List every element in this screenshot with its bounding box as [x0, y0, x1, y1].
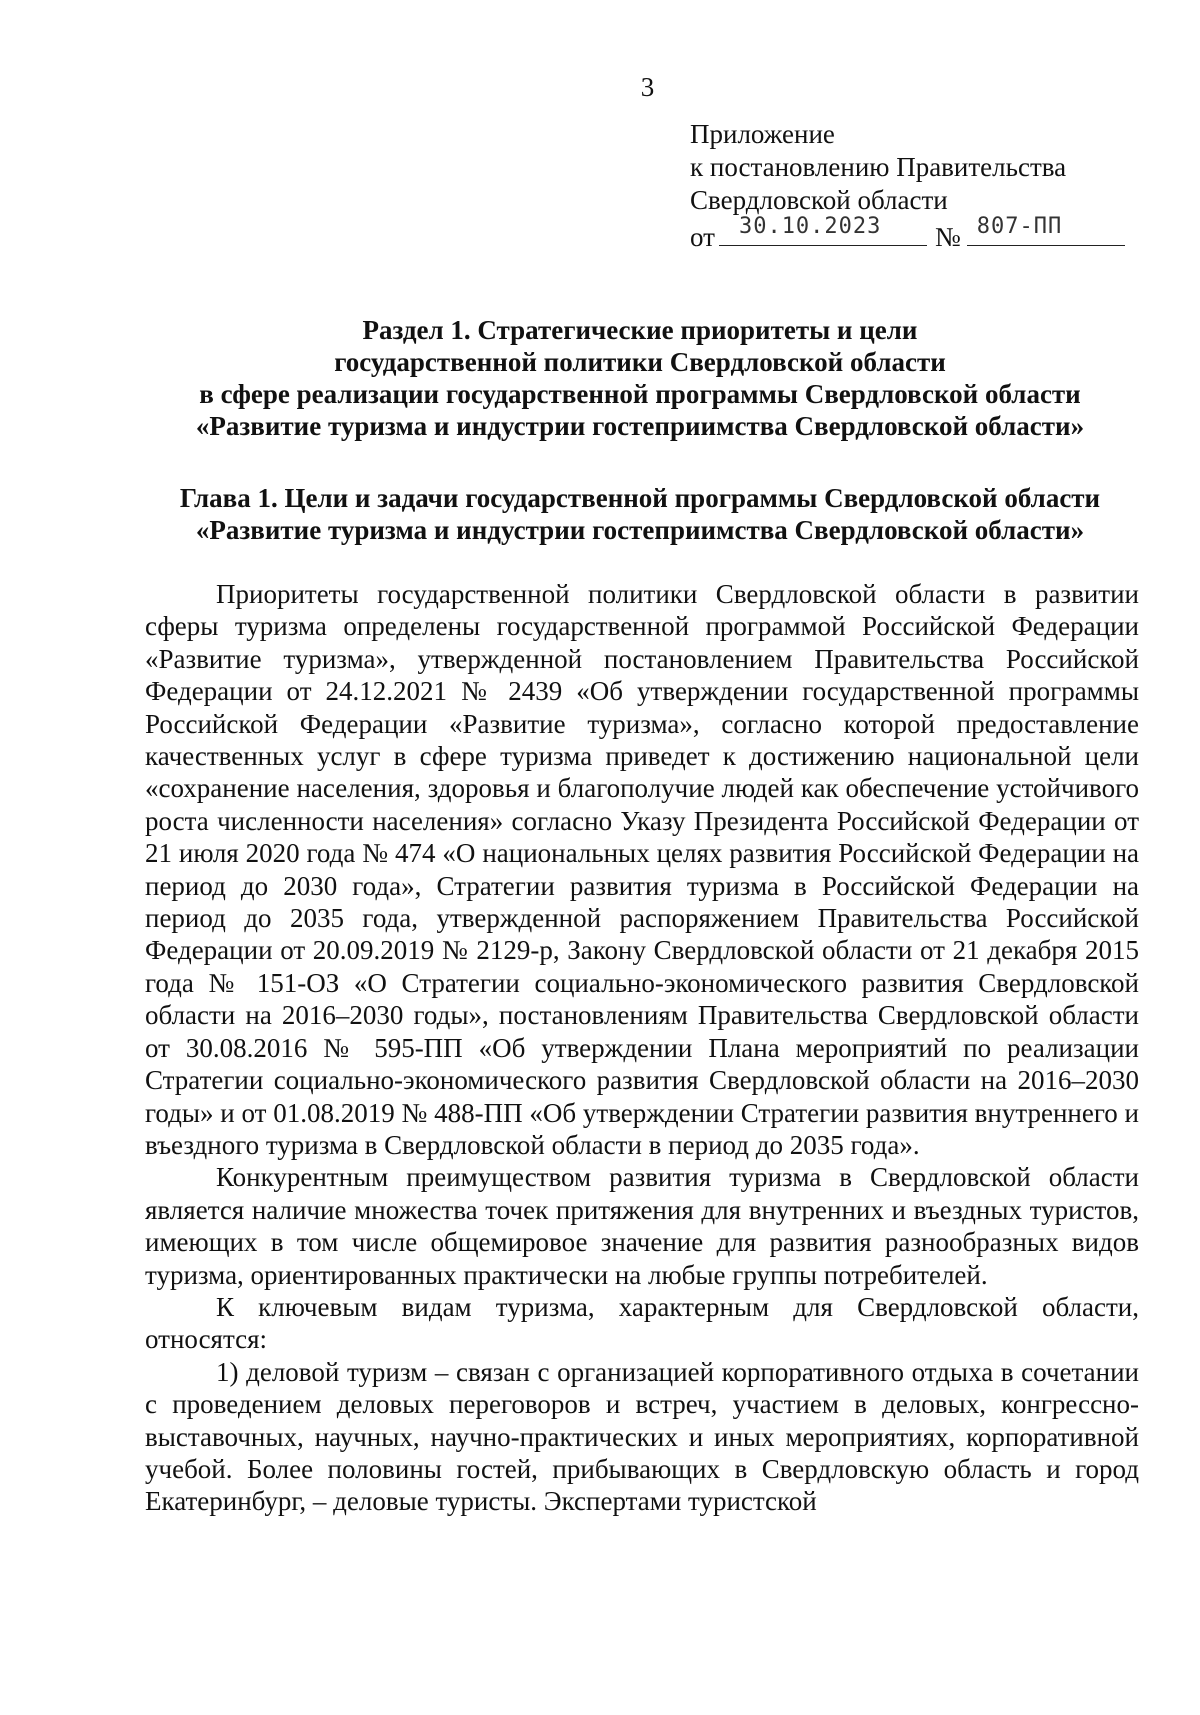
resolution-number: 807-ПП [976, 214, 1063, 239]
paragraph-competitive-advantage: Конкурентным преимуществом развития туризма в Свердловской области является наличие множества точек притяжения для внутренних и въездных туристов, имеющих в том числе общемировое значение для развития разнообразных видов туризма, ориентированных практически на любые группы потребителей. [145, 1162, 1139, 1290]
body-text [145, 578, 1139, 1518]
section-heading-line: в сфере реализации государственной программы Свердловской области [199, 379, 1081, 409]
section-heading [140, 314, 1140, 442]
section-heading-line: Раздел 1. Стратегические приоритеты и цели [362, 315, 918, 345]
paragraph-key-tourism-types: К ключевым видам туризма, характерным для Свердловской области, относятся: [145, 1291, 1139, 1355]
appendix-header [690, 118, 1125, 254]
appendix-resolution-line: к постановлению Правительства [690, 152, 1067, 182]
appendix-title: Приложение [690, 119, 835, 149]
chapter-heading-line: Глава 1. Цели и задачи государственной программы Свердловской области [179, 483, 1101, 513]
page-number: 3 [640, 72, 655, 102]
number-sign: № [934, 222, 961, 252]
chapter-heading [140, 482, 1140, 546]
number-fill-line [967, 214, 1125, 246]
appendix-date-number-line [690, 214, 1125, 254]
section-heading-line: государственной политики Свердловской области [334, 347, 946, 377]
appendix-region-line: Свердловской области [690, 185, 948, 215]
section-heading-line: «Развитие туризма и индустрии гостеприимства Свердловской области» [195, 411, 1085, 441]
chapter-heading-line: «Развитие туризма и индустрии гостеприимства Свердловской области» [195, 515, 1085, 545]
from-label: от [690, 222, 715, 252]
paragraph-business-tourism: 1) деловой туризм – связан с организацией корпоративного отдыха в сочетании с проведением деловых переговоров и встреч, участием в деловых, конгрессно-выставочных, научных, научно-практических и иных мероприятиях, корпоративной учебой. Более половины гостей, прибывающих в Свердловскую область и город Екатеринбург, – деловые туристы. Экспертами туристской [145, 1356, 1139, 1517]
date-fill-line [719, 214, 927, 246]
paragraph-priorities: Приоритеты государственной политики Свердловской области в развитии сферы туризма определены государственной программой Российской Федерации «Развитие туризма», утвержденной постановлением Правительства Российской Федерации от 24.12.2021 № 2439 «Об утверждении государственной программы Российской Федерации «Развитие туризма», согласно которой предоставление качественных услуг в сфере туризма приведет к достижению национальной цели «сохранение населения, здоровья и благополучие людей как обеспечение устойчивого роста численности населения» согласно Указу Президента Российской Федерации от 21 июля 2020 года № 474 «О национальных целях развития Российской Федерации на период до 2030 года», Стратегии развития туризма в Российской Федерации на период до 2035 года, утвержденной распоряжением Правительства Российской Федерации от 20.09.2019 № 2129-р, Закону Свердловской области от 21 декабря 2015 года № 151-ОЗ «О Стратегии социально-экономического развития Свердловской области на 2016–2030 годы», постановлениям Правительства Свердловской области от 30.08.2016 № 595-ПП «Об утверждении Плана мероприятий по реализации Стратегии социально-экономического развития Свердловской области на 2016–2030 годы» и от 01.08.2019 № 488-ПП «Об утверждении Стратегии развития внутреннего и въездного туризма в Свердловской области в период до 2035 года». [145, 579, 1139, 1160]
resolution-date: 30.10.2023 [738, 214, 882, 239]
